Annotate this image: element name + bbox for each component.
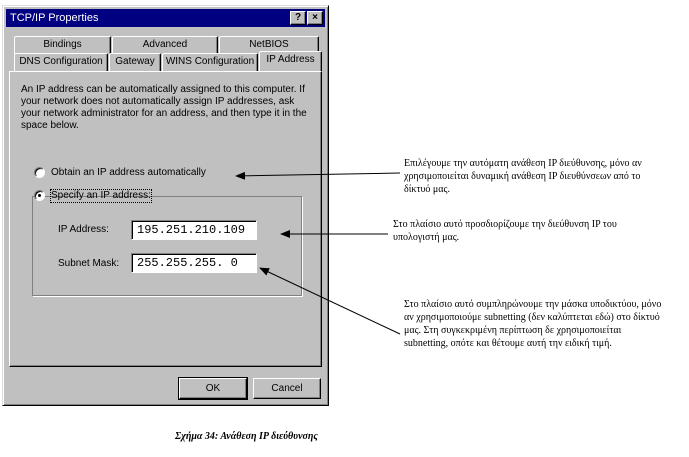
annotation-ip-address: Στο πλαίσιο αυτό προσδιορίζουμε την διεύθυνση IP του υπολογιστή μας. bbox=[393, 219, 617, 243]
annotation-auto-ip: Επιλέγουμε την αυτόματη ανάθεση IP διεύθυνσης, μόνο αν χρησιμοποιείται δυναμική ανάθεση IP διευθύνσεων από το δίκτυό μας. bbox=[404, 158, 642, 195]
ip-address-label: IP Address: bbox=[58, 224, 109, 235]
radio-auto-label[interactable]: Obtain an IP address automatically bbox=[51, 167, 206, 178]
tab-advanced[interactable]: Advanced bbox=[112, 36, 218, 54]
dialog-title: TCP/IP Properties bbox=[10, 12, 99, 24]
ok-button[interactable]: OK bbox=[179, 378, 247, 399]
close-button[interactable]: × bbox=[307, 11, 323, 25]
tab-netbios[interactable]: NetBIOS bbox=[219, 36, 319, 54]
ip-address-field[interactable]: 195.251.210.109 bbox=[131, 220, 257, 240]
tab-wins-configuration[interactable]: WINS Configuration bbox=[162, 53, 258, 71]
tab-gateway[interactable]: Gateway bbox=[109, 53, 161, 71]
arrow-to-auto-radio bbox=[236, 173, 400, 176]
cancel-button[interactable]: Cancel bbox=[253, 378, 321, 399]
subnet-mask-label: Subnet Mask: bbox=[58, 258, 120, 269]
arrow-to-mask-field bbox=[260, 268, 400, 334]
subnet-mask-field[interactable]: 255.255.255. 0 bbox=[131, 253, 257, 273]
figure-caption: Σχήμα 34: Ανάθεση IP διεύθυνσης bbox=[175, 431, 318, 442]
tab-ip-address[interactable]: IP Address bbox=[259, 51, 322, 71]
tab-bindings[interactable]: Bindings bbox=[14, 36, 111, 54]
radio-specify-label[interactable]: Specify an IP address: bbox=[51, 190, 151, 201]
help-button[interactable]: ? bbox=[290, 11, 306, 25]
intro-text: An IP address can be automatically assigned to this computer. If your network does not automatically assign IP addresses, ask your network administrator for an address, and then type it in the space below. bbox=[21, 84, 307, 131]
tab-dns-configuration[interactable]: DNS Configuration bbox=[14, 53, 108, 71]
annotation-subnet-mask: Στο πλαίσιο αυτό συμπληρώνουμε την μάσκα υποδικτύου, μόνο αν χρησιμοποιούμε subnetting (δεν καλύπτεται εδώ) στο δίκτυό μας. Στη συγκεκριμένη περίπτωση δε χρησιμοποιείται subnetting, οπότε και θέτουμε αυτή την ειδική τιμή. bbox=[404, 299, 662, 349]
